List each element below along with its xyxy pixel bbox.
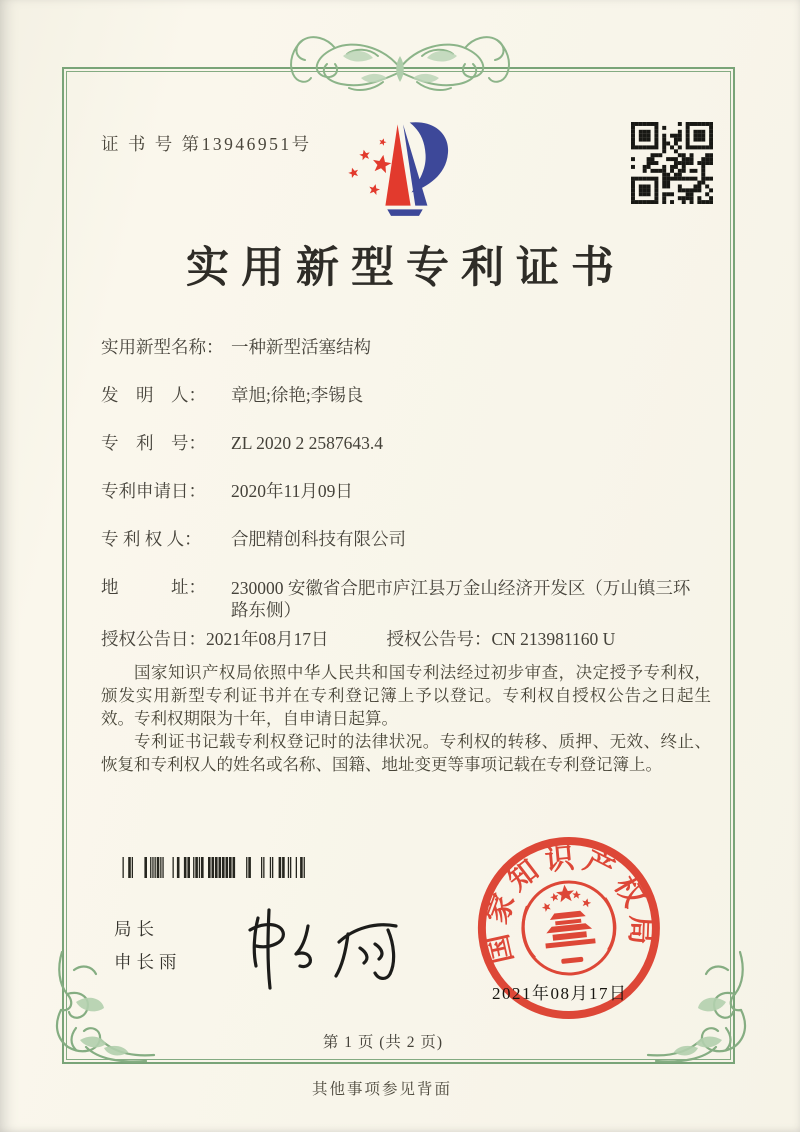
field-label: 地 址： bbox=[101, 577, 206, 597]
handwritten-signature-icon bbox=[236, 902, 414, 994]
field-value: 一种新型活塞结构 bbox=[231, 337, 371, 357]
field-value: 章旭;徐艳;李锡良 bbox=[231, 385, 364, 405]
field-label: 发 明 人： bbox=[101, 385, 206, 405]
field-row-inventors bbox=[101, 385, 711, 406]
field-value: 230000 安徽省合肥市庐江县万金山经济开发区（万山镇三环路东侧） bbox=[231, 578, 691, 620]
barcode bbox=[112, 857, 307, 878]
certificate-number: 证 书 号 第13946951号 bbox=[101, 134, 312, 154]
grant-row bbox=[101, 629, 711, 650]
signer-name: 申长雨 bbox=[114, 952, 182, 972]
signer-title: 局长 bbox=[114, 919, 159, 939]
grant-date-pair bbox=[101, 629, 329, 650]
legal-text-section bbox=[101, 661, 711, 776]
field-row-filing-date bbox=[101, 481, 711, 502]
grant-number-pair bbox=[387, 629, 616, 650]
back-note: 其他事项参见背面 bbox=[311, 1081, 452, 1098]
legal-paragraph-2: 专利证书记载专利权登记时的法律状况。专利权的转移、质押、无效、终止、恢复和专利权人的姓名或名称、国籍、地址变更等事项记载在专利登记簿上。 bbox=[101, 732, 711, 774]
legal-paragraph-1: 国家知识产权局依照中华人民共和国专利法经过初步审查，决定授予专利权，颁发实用新型专利证书并在专利登记簿上予以登记。专利权自授权公告之日起生效。专利权期限为十年，自申请日起算。 bbox=[101, 663, 711, 728]
seal-date: 2021年08月17日 bbox=[492, 984, 628, 1003]
field-label: 专利申请日： bbox=[101, 481, 206, 501]
page-number: 第 1 页 (共 2 页) bbox=[322, 1034, 444, 1051]
field-row-patent-number bbox=[101, 433, 711, 454]
field-label: 专 利 权 人： bbox=[101, 529, 202, 549]
field-row-utility-model-name bbox=[101, 337, 711, 358]
svg-text:国家知识产权局 bbox=[471, 833, 660, 969]
field-label: 实用新型名称： bbox=[101, 337, 224, 357]
field-row-patentee bbox=[101, 529, 711, 550]
cnipa-patent-logo-icon bbox=[335, 108, 475, 236]
grant-number-label: 授权公告号： bbox=[386, 629, 492, 649]
grant-date-value: 2021年08月17日 bbox=[206, 629, 329, 649]
grant-date-label: 授权公告日： bbox=[101, 629, 206, 649]
qr-code bbox=[631, 122, 713, 204]
field-label: 专 利 号： bbox=[101, 433, 206, 453]
field-value: ZL 2020 2 2587643.4 bbox=[231, 433, 383, 453]
seal-text: 国家知识产权局 bbox=[480, 842, 657, 967]
certificate-title: 实用新型专利证书 bbox=[186, 245, 626, 292]
field-value: 2020年11月09日 bbox=[231, 481, 353, 501]
fields-section bbox=[101, 337, 711, 650]
grant-number-value: CN 213981160 U bbox=[491, 629, 616, 649]
field-value: 合肥精创科技有限公司 bbox=[231, 529, 406, 549]
field-row-address bbox=[101, 577, 711, 621]
